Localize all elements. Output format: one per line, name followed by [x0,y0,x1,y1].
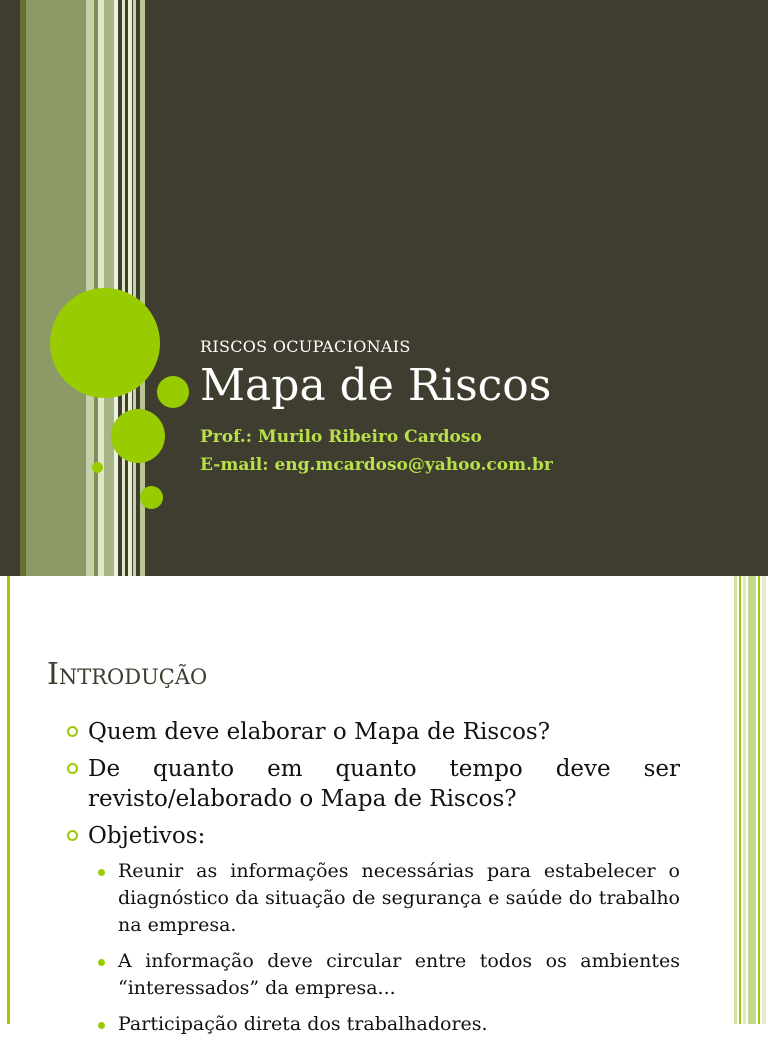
decor-circle [50,288,160,398]
bullet-dot-icon [98,959,105,966]
bullet-text: Quem deve elaborar o Mapa de Riscos? [88,719,551,745]
decor-stripe [133,0,136,576]
decor-stripe [26,0,86,576]
decor-circle [92,462,103,473]
list-item [66,717,680,747]
decor-circle [140,486,163,509]
bullet-ring-icon [67,830,78,841]
sub-list-item [66,948,680,1002]
bullet-dot-icon [98,1022,105,1029]
decor-stripe [748,576,756,1024]
bullet-list [66,717,680,1047]
list-item [66,821,680,851]
sub-bullet-text: Participação direta dos trabalhadores. [118,1013,488,1035]
email-line: E-mail: eng.mcardoso@yahoo.com.br [200,455,553,475]
course-label: RISCOS OCUPACIONAIS [200,337,411,356]
author-line: Prof.: Murilo Ribeiro Cardoso [200,427,482,447]
decor-stripe [734,576,737,1024]
decor-stripe [128,0,132,576]
decor-stripe [762,576,766,1024]
bullet-dot-icon [98,869,105,876]
slide-title: Mapa de Riscos [200,360,552,411]
sub-bullet-text: Reunir as informações necessárias para estabelecer o diagnóstico da situação de segurança e saúde do trabalho na empresa. [118,860,680,936]
decor-stripe [122,0,125,576]
decor-stripe [739,576,741,1024]
sub-bullet-text: A informação deve circular entre todos os ambientes “interessados” da empresa... [118,950,680,999]
decor-circle [157,376,189,408]
decor-stripe [743,576,746,1024]
sub-list-item [66,858,680,939]
bullet-text: De quanto em quanto tempo deve ser revisto/elaborado o Mapa de Riscos? [88,756,680,812]
bullet-ring-icon [67,763,78,774]
decor-circle [111,409,165,463]
list-item [66,754,680,814]
decor-stripe [86,0,94,576]
sub-list-item [66,1011,680,1038]
decor-stripe [758,576,760,1024]
bullet-ring-icon [67,726,78,737]
slide-heading: Introdução [47,657,208,692]
bullet-text: Objetivos: [88,823,206,849]
decor-stripe [7,576,10,1024]
